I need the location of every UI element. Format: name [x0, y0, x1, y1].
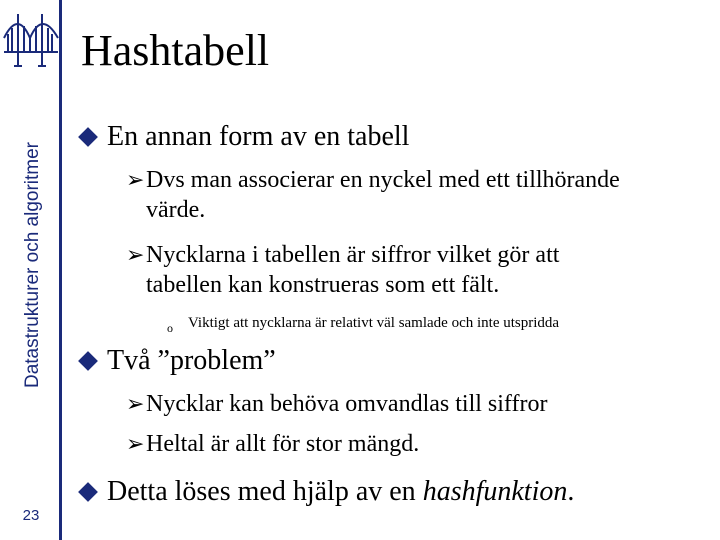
arrow-bullet-icon: ➢	[126, 242, 145, 267]
sub-bullet-continuation: värde.	[146, 197, 206, 223]
diamond-bullet-icon	[78, 482, 98, 502]
diamond-bullet-icon	[78, 127, 98, 147]
page-number: 23	[22, 507, 40, 524]
diamond-bullet-icon	[78, 351, 98, 371]
sub-bullet-text: Nycklar kan behöva omvandlas till siffror	[146, 391, 548, 417]
bullet-text-italic: hashfunktion	[422, 476, 568, 507]
sub-bullet-item	[126, 167, 620, 194]
vertical-course-title: Datastrukturer och algoritmer	[22, 141, 43, 389]
slide-title: Hashtabell	[81, 26, 270, 75]
sidebar	[0, 0, 62, 540]
sub-bullet-item	[126, 431, 419, 458]
bullet-text: Två ”problem”	[107, 345, 276, 376]
sub-bullet-continuation: tabellen kan konstrueras som ett fält.	[146, 272, 500, 298]
bridge-logo-icon	[2, 8, 60, 74]
sub-bullet-item	[126, 242, 559, 269]
bullet-text-end: .	[567, 476, 575, 507]
arrow-bullet-icon: ➢	[126, 391, 145, 416]
bullet-item	[78, 476, 574, 508]
sub-bullet-text: Dvs man associerar en nyckel med ett tillhörande	[146, 167, 620, 193]
bullet-item	[78, 121, 409, 153]
bullet-text: Detta löses med hjälp av en	[107, 476, 423, 507]
circle-bullet-icon: o	[167, 321, 173, 335]
arrow-bullet-icon: ➢	[126, 431, 145, 456]
sub-bullet-text: Heltal är allt för stor mängd.	[146, 431, 420, 457]
arrow-bullet-icon: ➢	[126, 167, 145, 192]
bullet-text: En annan form av en tabell	[107, 121, 410, 152]
sub-bullet-text: Nycklarna i tabellen är siffror vilket gör att	[146, 242, 560, 268]
bullet-item	[78, 345, 276, 377]
sub-bullet-item	[126, 391, 547, 418]
subsub-bullet-text: Viktigt att nycklarna är relativt väl samlade och inte utspridda	[188, 315, 560, 331]
